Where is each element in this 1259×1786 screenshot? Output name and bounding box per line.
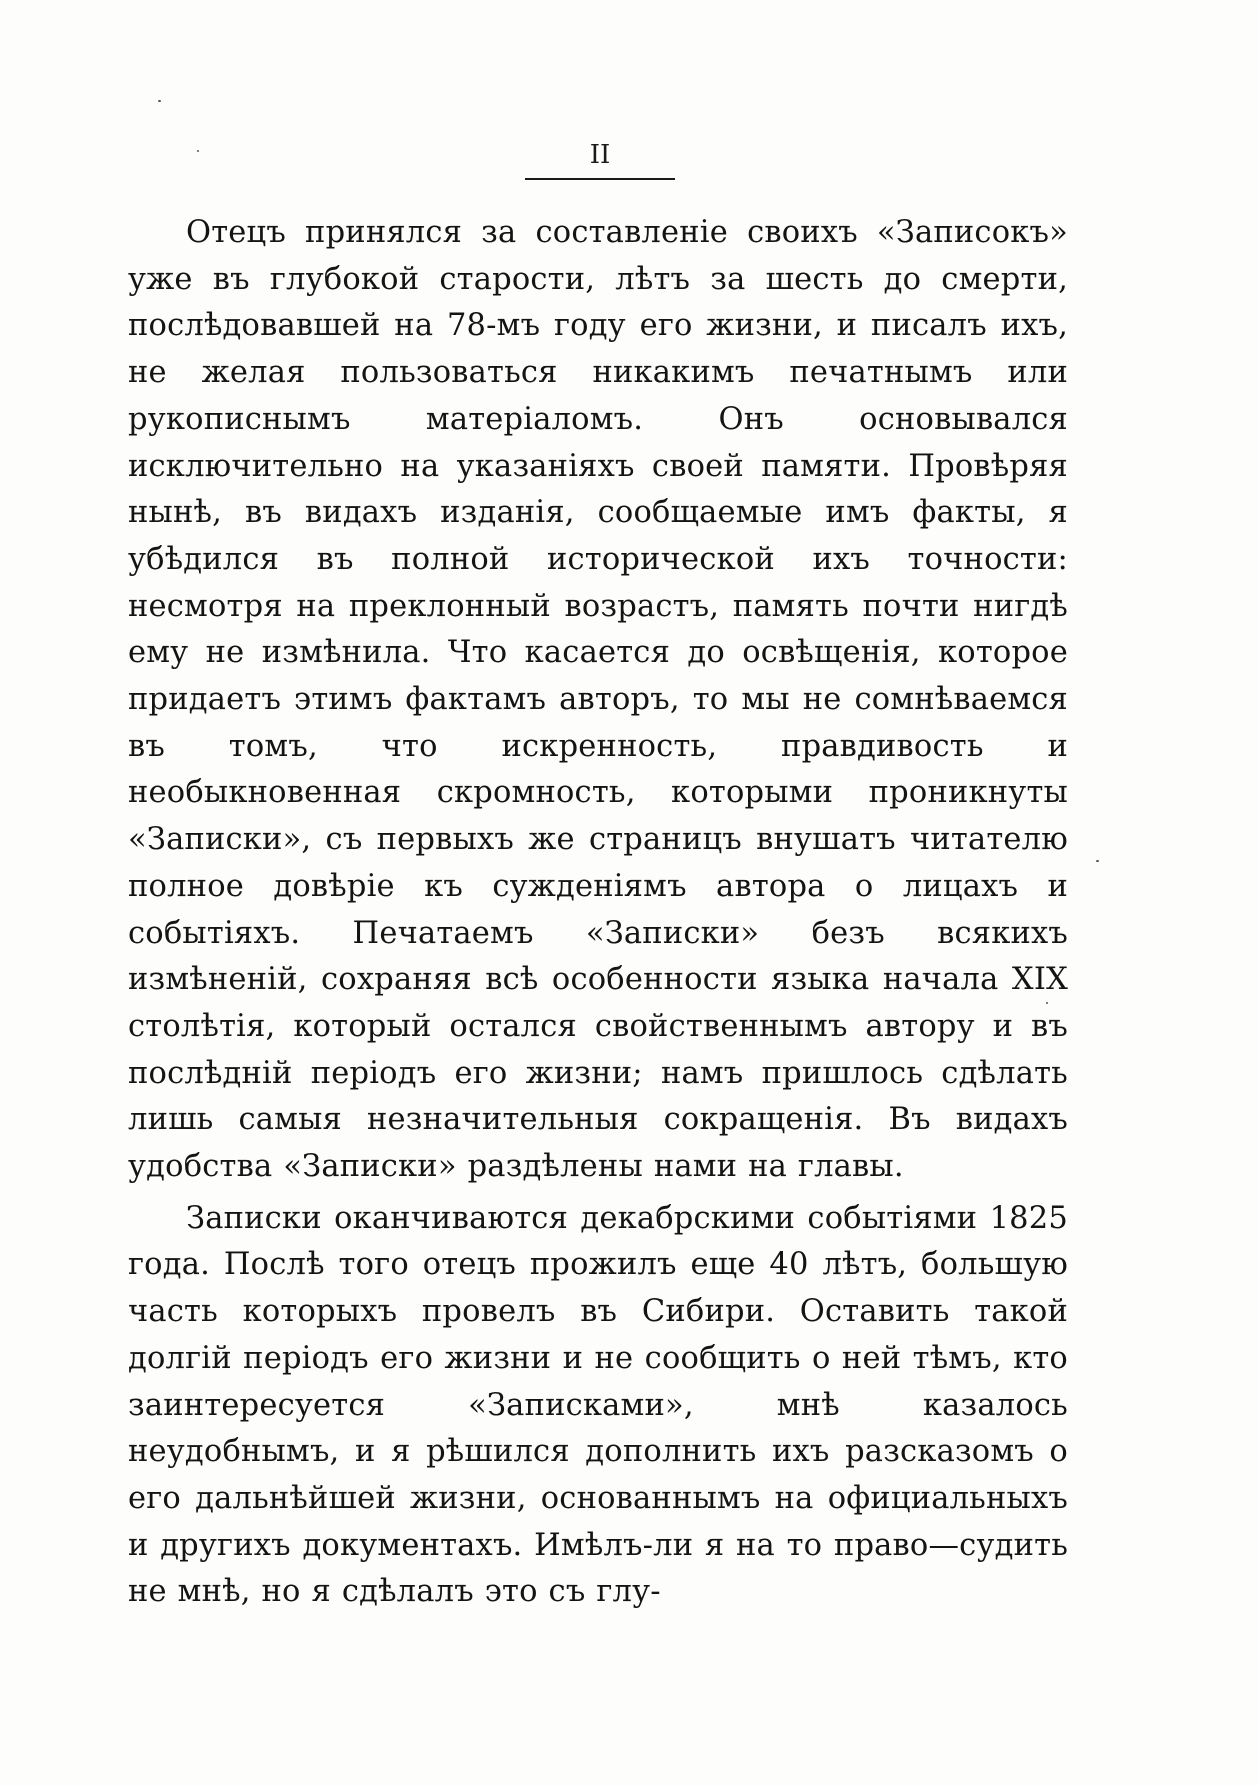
page-body	[128, 210, 1068, 1616]
paragraph-2: Записки оканчиваются декабрскими событіями 1825 года. Послѣ того отецъ прожилъ еще 40 лѣтъ, большую часть которыхъ провелъ въ Сибири. Оставить такой долгій періодъ его жизни и не сообщить о ней тѣмъ, кто заинтересуется «Записками», мнѣ казалось неудобнымъ, и я рѣшился дополнить ихъ разсказомъ о его дальнѣйшей жизни, основаннымъ на официальныхъ и другихъ документахъ. Имѣлъ-ли я на то право—судить не мнѣ, но я сдѣлалъ это съ глу-	[128, 1200, 1068, 1610]
header-rule	[525, 178, 675, 180]
scan-speck	[158, 100, 161, 102]
page-number: II	[589, 140, 611, 170]
scan-speck	[197, 150, 199, 152]
scan-speck	[1046, 1002, 1048, 1004]
scan-speck	[1096, 860, 1099, 862]
paragraph-1: Отецъ принялся за составленіе своихъ «Записокъ» уже въ глубокой старости, лѣтъ за шесть до смерти, послѣдовавшей на 78-мъ году его жизни, и писалъ ихъ, не желая пользоваться никакимъ печатнымъ или рукописнымъ матеріаломъ. Онъ основывался исключительно на указаніяхъ своей памяти. Провѣряя нынѣ, въ видахъ изданія, сообщаемые имъ факты, я убѣдился въ полной исторической ихъ точности: несмотря на преклонный возрастъ, память почти нигдѣ ему не измѣнила. Что касается до освѣщенія, которое придаетъ этимъ фактамъ авторъ, то мы не сомнѣваемся въ томъ, что искренность, правдивость и необыкновенная скромность, которыми проникнуты «Записки», съ первыхъ же страницъ внушатъ читателю полное довѣріе къ сужденіямъ автора о лицахъ и событіяхъ. Печатаемъ «Записки» безъ всякихъ измѣненій, сохраняя всѣ особенности языка начала XIX столѣтія, который остался свойственнымъ автору и въ послѣдній періодъ его жизни; намъ пришлось сдѣлать лишь самыя незначительныя сокращенія. Въ видахъ удобства «Записки» раздѣлены нами на главы.	[128, 215, 1068, 1185]
